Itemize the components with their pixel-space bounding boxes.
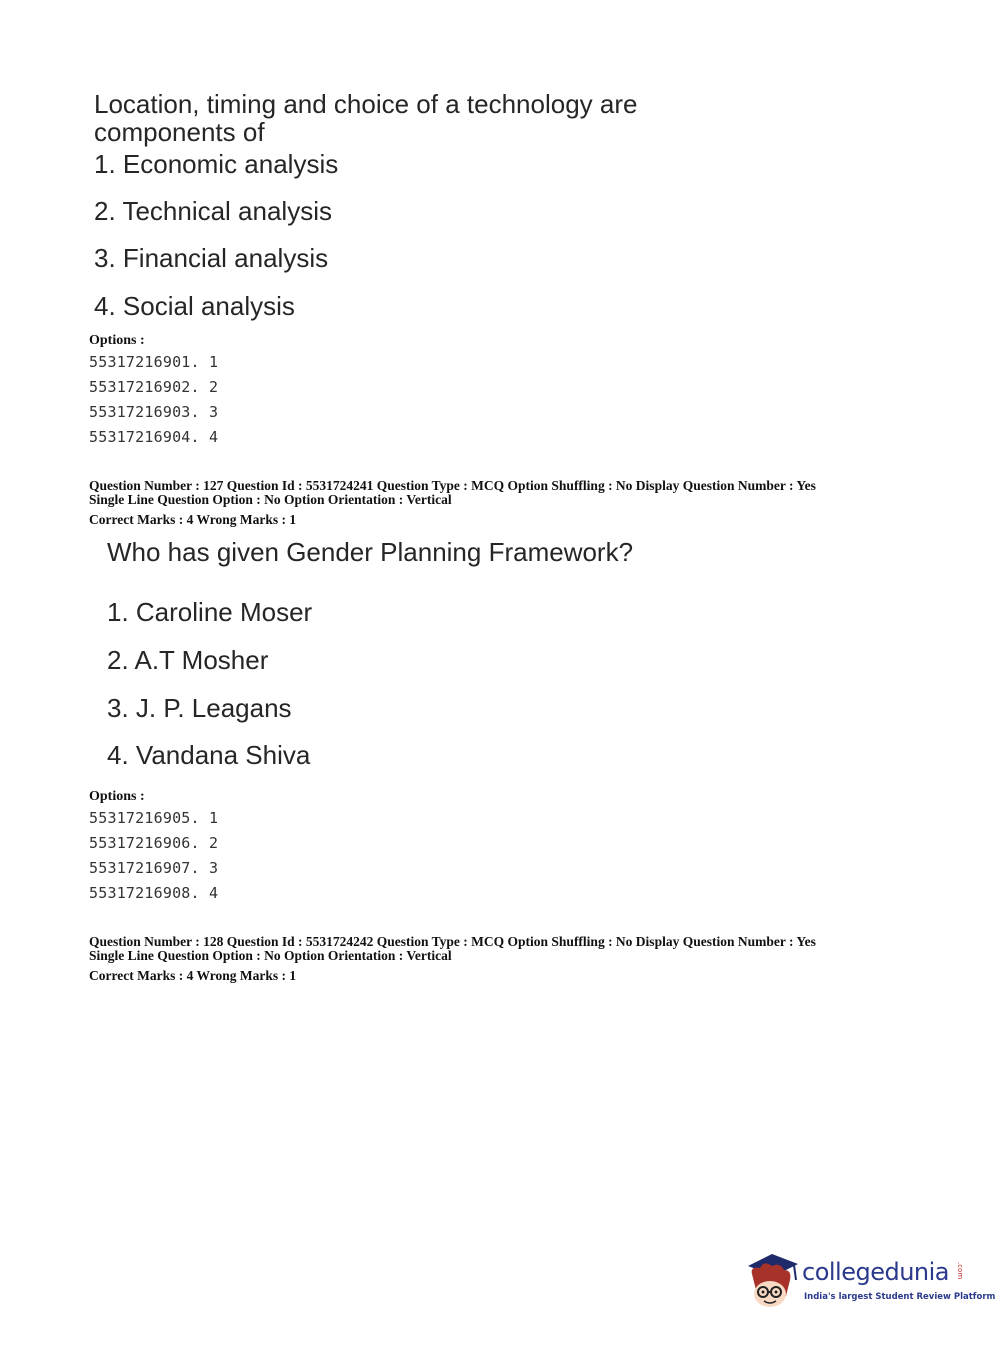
question-choice-1: 1. Caroline Moser (107, 597, 313, 627)
option-id-2: 55317216902. 2 (89, 378, 219, 396)
question-127-image (107, 536, 727, 776)
collegedunia-logo (742, 1248, 996, 1320)
question-marks: Correct Marks : 4 Wrong Marks : 1 (89, 968, 297, 983)
question-meta-line-2: Single Line Question Option : No Option Orientation : Vertical (89, 492, 452, 507)
mascot-icon (742, 1248, 804, 1318)
question-choice-4: 4. Social analysis (94, 291, 295, 321)
option-id-1: 55317216905. 1 (89, 809, 219, 827)
question-meta-line-1: Question Number : 128 Question Id : 5531724242 Question Type : MCQ Option Shuffling : No Display Question Number : Yes (89, 934, 816, 949)
question-meta-line-2: Single Line Question Option : No Option Orientation : Vertical (89, 948, 452, 963)
question-choice-2: 2. Technical analysis (94, 196, 332, 226)
option-id-3: 55317216907. 3 (89, 859, 219, 877)
question-choice-2: 2. A.T Mosher (107, 645, 269, 675)
option-id-2: 55317216906. 2 (89, 834, 219, 852)
logo-tagline: India's largest Student Review Platform (804, 1292, 996, 1302)
question-stem-line-2: components of (94, 117, 265, 147)
option-id-4: 55317216904. 4 (89, 428, 219, 446)
question-choice-4: 4. Vandana Shiva (107, 740, 311, 770)
logo-suffix: .com (956, 1262, 964, 1280)
question-stem-line-1: Location, timing and choice of a technology are (94, 89, 638, 119)
option-id-3: 55317216903. 3 (89, 403, 219, 421)
question-choice-3: 3. J. P. Leagans (107, 693, 292, 723)
question-choice-1: 1. Economic analysis (94, 149, 339, 179)
question-stem: Who has given Gender Planning Framework? (107, 537, 634, 567)
question-marks: Correct Marks : 4 Wrong Marks : 1 (89, 512, 297, 527)
options-label: Options : (89, 789, 145, 804)
question-126-image (94, 90, 714, 330)
option-id-1: 55317216901. 1 (89, 353, 219, 371)
logo-wordmark: collegedunia (802, 1258, 950, 1286)
question-choice-3: 3. Financial analysis (94, 243, 329, 273)
option-id-4: 55317216908. 4 (89, 884, 219, 902)
options-label: Options : (89, 333, 145, 348)
question-meta-line-1: Question Number : 127 Question Id : 5531724241 Question Type : MCQ Option Shuffling : No Display Question Number : Yes (89, 478, 816, 493)
